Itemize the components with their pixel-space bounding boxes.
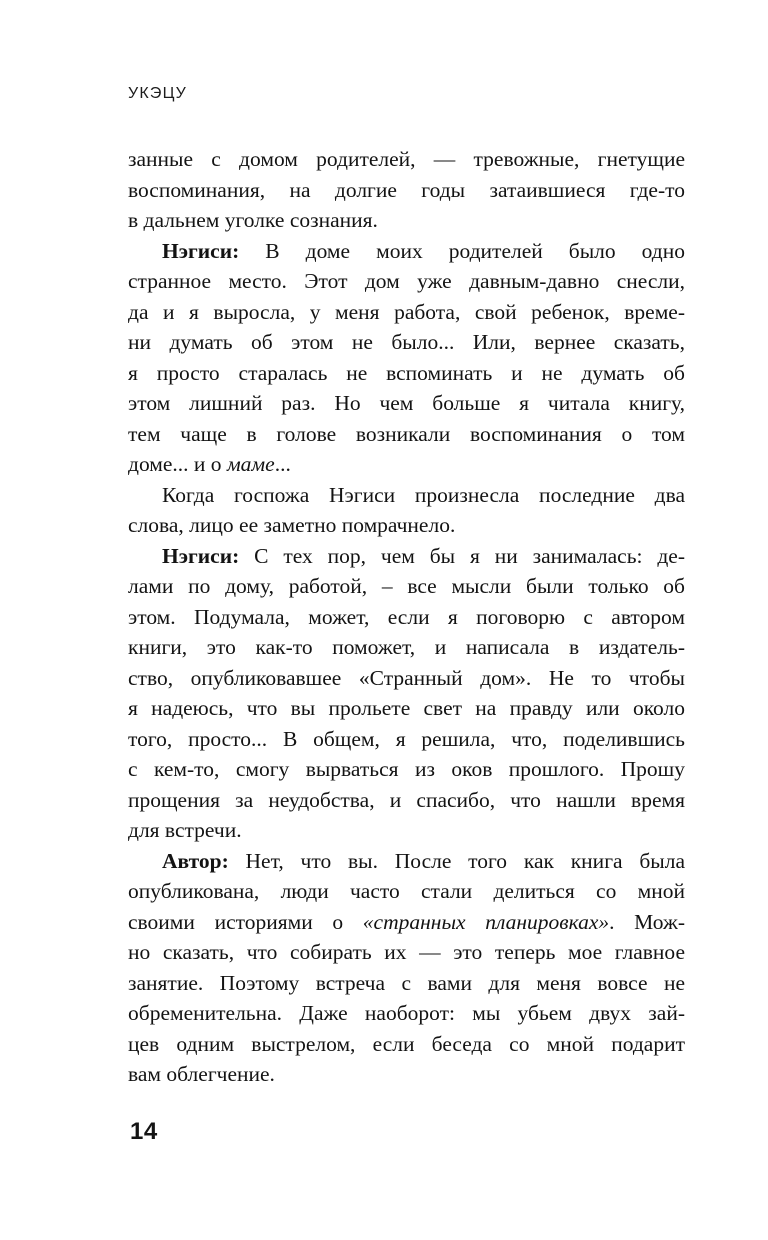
text-line: того, просто... В общем, я решила, что, поделившись: [128, 726, 685, 751]
text-line: воспоминания, на долгие годы затаившиеся где-то: [128, 177, 685, 202]
text-line: я просто старалась не вспоминать и не думать об: [128, 360, 685, 385]
text-line: ство, опубликовавшее «Странный дом». Не то чтобы: [128, 665, 685, 690]
text-line: для встречи.: [128, 818, 242, 842]
text-line: лами по дому, работой, – все мысли были только об: [128, 574, 685, 598]
text-line: в дальнем уголке сознания.: [128, 208, 378, 232]
text-line: Автор: Нет, что вы. После того как книга была: [162, 848, 685, 873]
text-line: с кем-то, смогу вырваться из оков прошлого. Прошу: [128, 757, 685, 781]
text-line: занятие. Поэтому встреча с вами для меня вовсе не: [128, 970, 685, 995]
text-line: Когда госпожа Нэгиси произнесла последние два: [162, 482, 685, 507]
body-text: [128, 144, 685, 1090]
text-line: этом. Подумала, может, если я поговорю с автором: [128, 604, 685, 629]
text-line: да и я выросла, у меня работа, свой ребенок, време-: [128, 299, 685, 324]
text-line: тем чаще в голове возникали воспоминания о том: [128, 421, 685, 446]
page-number: 14: [130, 1118, 158, 1145]
text-line: ни думать об этом не было... Или, вернее сказать,: [128, 330, 685, 354]
text-line: прощения за неудобства, и спасибо, что нашли время: [128, 787, 685, 812]
text-line: но сказать, что собирать их — это теперь мое главное: [128, 940, 685, 964]
text-line: доме... и о маме...: [128, 452, 291, 476]
text-line: своими историями о «странных планировках». Мож-: [128, 909, 685, 934]
text-line: слова, лицо ее заметно помрачнело.: [128, 513, 456, 537]
text-line: вам облегчение.: [128, 1062, 275, 1086]
text-line: книги, это как-то поможет, и написала в издатель-: [128, 635, 685, 659]
text-line: Нэгиси: В доме моих родителей было одно: [162, 238, 685, 263]
text-line: я надеюсь, что вы прольете свет на правду или около: [128, 696, 685, 720]
text-line: опубликована, люди часто стали делиться со мной: [128, 879, 685, 903]
text-line: обременительна. Даже наоборот: мы убьем двух зай-: [128, 1001, 685, 1025]
text-line: занные с домом родителей, — тревожные, гнетущие: [128, 147, 685, 171]
text-line: странное место. Этот дом уже давным-давно снесли,: [128, 269, 685, 293]
text-line: этом лишний раз. Но чем больше я читала книгу,: [128, 391, 685, 415]
text-line: Нэгиси: С тех пор, чем бы я ни занималась: де-: [162, 543, 685, 568]
running-header-author: УКЭЦУ: [128, 85, 187, 102]
text-line: цев одним выстрелом, если беседа со мной подарит: [128, 1031, 685, 1056]
